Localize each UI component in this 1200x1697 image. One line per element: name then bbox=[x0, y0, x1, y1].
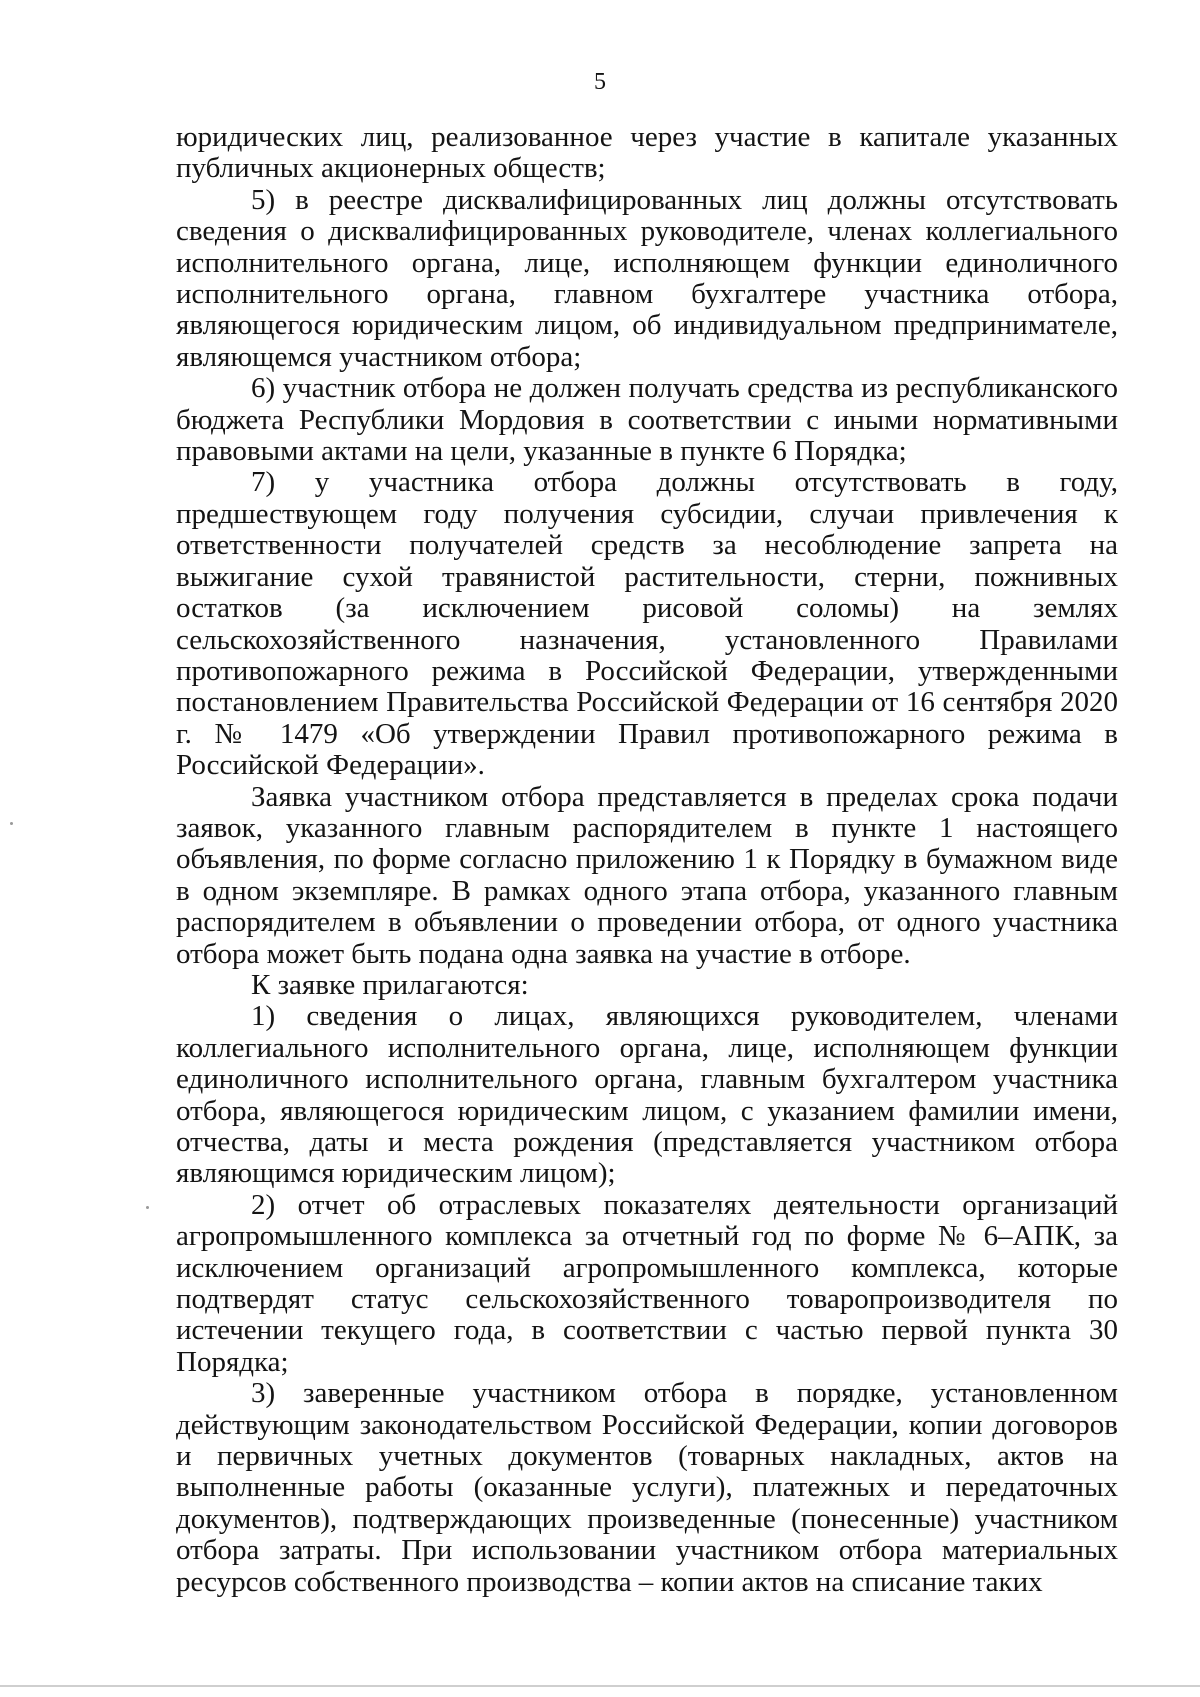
paragraph-item-5: 5) в реестре дисквалифицированных лиц должны отсутствовать сведения о дисквалифицированных руководителе, членах коллегиального исполнительного органа, лице, исполняющем функции единоличного исполнительного органа, главном бухгалтере участника отбора, являющегося юридическим лицом, об индивидуальном предпринимателе, являющемся участником отбора; bbox=[176, 183, 1118, 373]
paragraph-attachment-2: 2) отчет об отраслевых показателях деятельности организаций агропромышленного комплекса за отчетный год по форме № 6–АПК, за исключением организаций агропромышленного комплекса, которые подтвердят статус сельскохозяйственного товаропроизводителя по истечении текущего года, в соответствии с частью первой пункта 30 Порядка; bbox=[176, 1188, 1118, 1378]
paragraph-item-6: 6) участник отбора не должен получать средства из республиканского бюджета Республики Мордовия в соответствии с иными нормативными правовыми актами на цели, указанные в пункте 6 Порядка; bbox=[176, 372, 1118, 468]
paragraph-continuation: юридических лиц, реализованное через участие в капитале указанных публичных акционерных обществ; bbox=[176, 121, 1118, 185]
paragraph-application: Заявка участником отбора представляется в пределах срока подачи заявок, указанного главным распорядителем в пункте 1 настоящего объявления, по форме согласно приложению 1 к Порядку в бумажном виде в одном экземпляре. В рамках одного этапа отбора, указанного главным распорядителем в объявлении о проведении отбора, от одного участника отбора может быть подана одна заявка на участие в отборе. bbox=[176, 780, 1118, 970]
paragraph-attachment-3: 3) заверенные участником отбора в порядке, установленном действующим законодательством Российской Федерации, копии договоров и первичных учетных документов (товарных накладных, актов на выполненные работы (оказанные услуги), платежных и передаточных документов), подтверждающих произведенные (понесенные) участником отбора затраты. При использовании участником отбора материальных ресурсов собственного производства – копии актов на списание таких bbox=[176, 1377, 1118, 1598]
paragraph-attachments-heading: К заявке прилагаются: bbox=[251, 968, 529, 1001]
scan-speck bbox=[10, 822, 13, 825]
paragraph-item-7: 7) у участника отбора должны отсутствовать в году, предшествующем году получения субсидии, случаи привлечения к ответственности получателей средств за несоблюдение запрета на выжигание сухой травянистой растительности, стерни, пожнивных остатков (за исключением рисовой соломы) на землях сельскохозяйственного назначения, установленного Правилами противопожарного режима в Российской Федерации, утвержденными постановлением Правительства Российской Федерации от 16 сентября 2020 г. № 1479 «Об утверждении Правил противопожарного режима в Российской Федерации». bbox=[176, 466, 1118, 782]
document-body bbox=[176, 122, 1118, 1598]
page-number: 5 bbox=[594, 69, 606, 95]
scan-speck bbox=[146, 1206, 149, 1209]
paragraph-attachment-1: 1) сведения о лицах, являющихся руководителем, членами коллегиального исполнительного органа, лице, исполняющем функции единоличного исполнительного органа, главным бухгалтером участника отбора, являющегося юридическим лицом, с указанием фамилии имени, отчества, даты и места рождения (представляется участником отбора являющимся юридическим лицом); bbox=[176, 1000, 1118, 1190]
scan-edge-line bbox=[0, 1685, 1200, 1687]
